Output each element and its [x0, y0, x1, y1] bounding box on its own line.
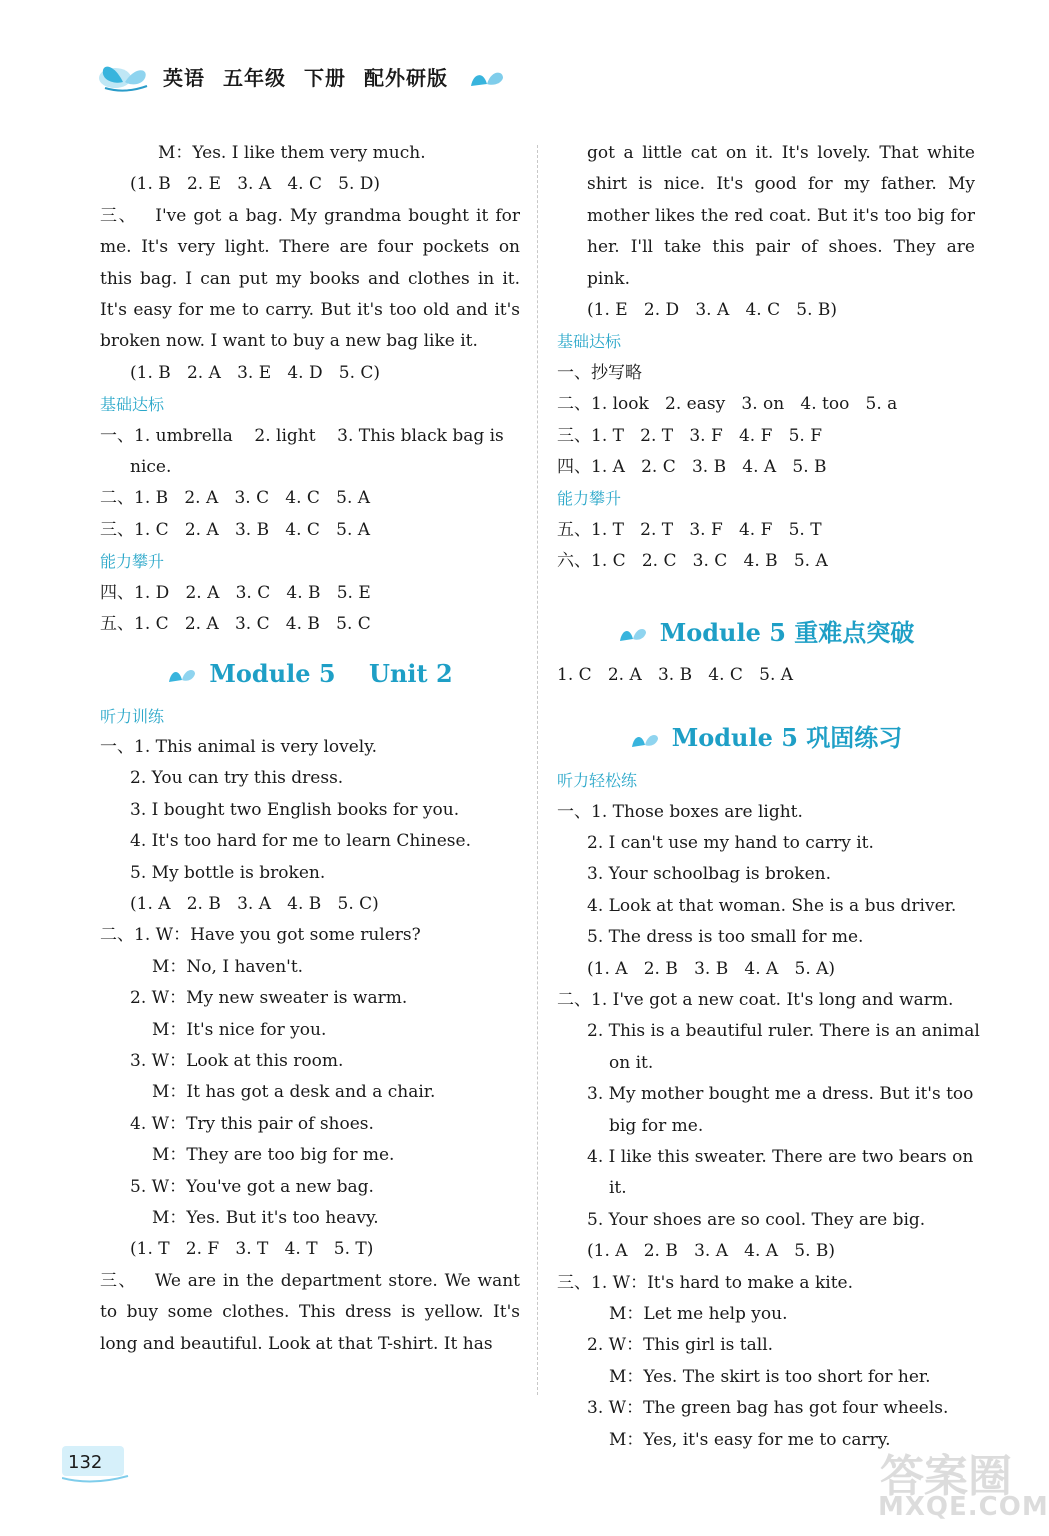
dialogue-line: M：Let me help you. [609, 1304, 788, 1324]
answer-line: 三、1. T 2. T 3. F 4. F 5. F [557, 425, 823, 446]
dialogue-line: 2. W：This girl is tall. [587, 1335, 774, 1356]
listening-item-cont: big for me. [609, 1115, 704, 1136]
watermark [870, 1440, 1049, 1530]
listening-item: 一、1. This animal is very lovely. [100, 736, 377, 757]
listening-item: 二、1. I've got a new coat. It's long and warm. [557, 989, 954, 1010]
listening-item: 4. It's too hard for me to learn Chinese. [130, 831, 471, 852]
answer-line: (1. T 2. F 3. T 4. T 5. T) [130, 1239, 374, 1260]
dialogue-line: 2. W：My new sweater is warm. [130, 988, 408, 1009]
section-title-nengli: 能力攀升 [100, 552, 165, 572]
heading-module5-unit2: Module 5 Unit 2 [100, 647, 520, 701]
listening-item-cont: it. [609, 1178, 627, 1199]
listening-item-cont: on it. [609, 1052, 654, 1073]
column-divider [537, 145, 538, 1395]
butterfly-logo-icon [95, 58, 155, 94]
dialogue-line: 5. W：You've got a new bag. [130, 1176, 374, 1197]
passage-continued: got a little cat on it. It's lovely. That white shirt is nice. It's good for my father. My mother likes the red coat. But it's too big for her. I'll take this pair of shoes. They are pink. [587, 143, 975, 289]
answer-line: 四、1. A 2. C 3. B 4. A 5. B [557, 457, 827, 478]
section-title-tingli: 听力轻松练 [557, 771, 638, 791]
leaf-heading-icon [630, 729, 660, 751]
answer-line: 1. C 2. A 3. B 4. C 5. A [557, 664, 794, 685]
answer-line: 四、1. D 2. A 3. C 4. B 5. E [100, 582, 371, 603]
section-label: 三、 [100, 1270, 137, 1291]
watermark-title: 答案圈 [880, 1451, 1012, 1502]
answer-line: (1. A 2. B 3. B 4. A 5. A) [587, 958, 836, 979]
listening-item: 3. My mother bought me a dress. But it's too [587, 1084, 974, 1105]
grade: 五年级 [223, 66, 286, 90]
listening-item: 3. I bought two English books for you. [130, 799, 460, 820]
answer-line: 二、1. B 2. A 3. C 4. C 5. A [100, 488, 371, 509]
section-title-jichu: 基础达标 [557, 332, 622, 352]
listening-item: 5. The dress is too small for me. [587, 927, 864, 948]
right-column [557, 138, 980, 1456]
watermark-url: MXQE.COM [878, 1492, 1049, 1522]
listening-item: 4. I like this sweater. There are two bears on [587, 1146, 974, 1167]
section-title-jichu: 基础达标 [100, 395, 165, 415]
listening-item: 3. Your schoolbag is broken. [587, 864, 832, 885]
answer-line: 一、1. umbrella 2. light 3. This black bag is [100, 425, 504, 446]
listening-item: 2. You can try this dress. [130, 768, 344, 789]
page-header [95, 58, 515, 98]
leaf-heading-icon [618, 623, 648, 645]
passage-text: I've got a bag. My grandma bought it for me. It's very light. There are four pockets on this bag. I can put my books and clothes in it. It's easy for me to carry. But it's too old and it's broken now. I want to buy a new bag like it. [100, 205, 520, 352]
dialogue-line: M：It has got a desk and a chair. [152, 1082, 436, 1103]
dialogue-line: M：Yes. But it's too heavy. [152, 1208, 379, 1228]
listening-item: 2. I can't use my hand to carry it. [587, 832, 874, 853]
answer-line: 三、1. C 2. A 3. B 4. C 5. A [100, 519, 371, 540]
dialogue-line: 4. W：Try this pair of shoes. [130, 1113, 374, 1134]
listening-item: 5. My bottle is broken. [130, 862, 326, 883]
section-title-tingli: 听力训练 [100, 706, 165, 726]
dialogue-line: M：Yes, it's easy for me to carry. [609, 1429, 891, 1450]
heading-module5-gonggu: Module 5 巩固练习 [557, 711, 975, 765]
answer-line: 五、1. C 2. A 3. C 4. B 5. C [100, 614, 371, 635]
leaf-decoration-icon [467, 66, 507, 90]
answer-line: 六、1. C 2. C 3. C 4. B 5. A [557, 551, 828, 572]
dialogue-line: M：They are too big for me. [152, 1145, 395, 1166]
book-title [163, 62, 466, 91]
dialogue-line: M：Yes. I like them very much. [158, 143, 426, 163]
dialogue-line: M：No, I haven't. [152, 956, 304, 977]
passage-text: We are in the department store. We want to buy some clothes. This dress is yellow. It's long and beautiful. Look at that T-shirt. It has [100, 1270, 521, 1354]
page-number-badge [62, 1446, 132, 1484]
answer-line: 二、1. look 2. easy 3. on 4. too 5. a [557, 394, 898, 415]
answer-line: (1. E 2. D 3. A 4. C 5. B) [587, 300, 838, 321]
listening-item: 4. Look at that woman. She is a bus driver. [587, 895, 957, 916]
answer-line: (1. A 2. B 3. A 4. A 5. B) [587, 1241, 836, 1262]
page-number: 132 [68, 1452, 103, 1473]
answer-line: 一、抄写略 [557, 362, 642, 383]
section-label: 三、 [100, 205, 138, 226]
heading-module5-zhongnan: Module 5 重难点突破 [557, 606, 975, 660]
volume: 下册 [304, 66, 346, 90]
answer-line: (1. A 2. B 3. A 4. B 5. C) [130, 893, 379, 914]
dialogue-line: 3. W：The green bag has got four wheels. [587, 1398, 949, 1419]
dialogue-line: M：Yes. The skirt is too short for her. [609, 1366, 931, 1387]
dialogue-line: M：It's nice for you. [152, 1019, 327, 1040]
section-title-nengli: 能力攀升 [557, 489, 622, 509]
answer-line: (1. B 2. A 3. E 4. D 5. C) [130, 362, 381, 383]
listening-item: 5. Your shoes are so cool. They are big. [587, 1209, 926, 1230]
left-column [100, 138, 520, 1360]
edition: 配外研版 [364, 66, 448, 90]
dialogue-line: 二、1. W：Have you got some rulers? [100, 925, 421, 946]
subject: 英语 [163, 66, 205, 90]
listening-item: 2. This is a beautiful ruler. There is an animal [587, 1021, 980, 1042]
answer-line-cont: nice. [130, 457, 172, 478]
dialogue-line: 三、1. W：It's hard to make a kite. [557, 1272, 854, 1293]
listening-item: 一、1. Those boxes are light. [557, 801, 803, 822]
answer-line: (1. B 2. E 3. A 4. C 5. D) [130, 174, 381, 195]
leaf-heading-icon [167, 664, 197, 686]
listening-passage [100, 201, 520, 358]
listening-passage [100, 1266, 520, 1360]
dialogue-line: 3. W：Look at this room. [130, 1050, 344, 1071]
answer-line: 五、1. T 2. T 3. F 4. F 5. T [557, 519, 822, 540]
